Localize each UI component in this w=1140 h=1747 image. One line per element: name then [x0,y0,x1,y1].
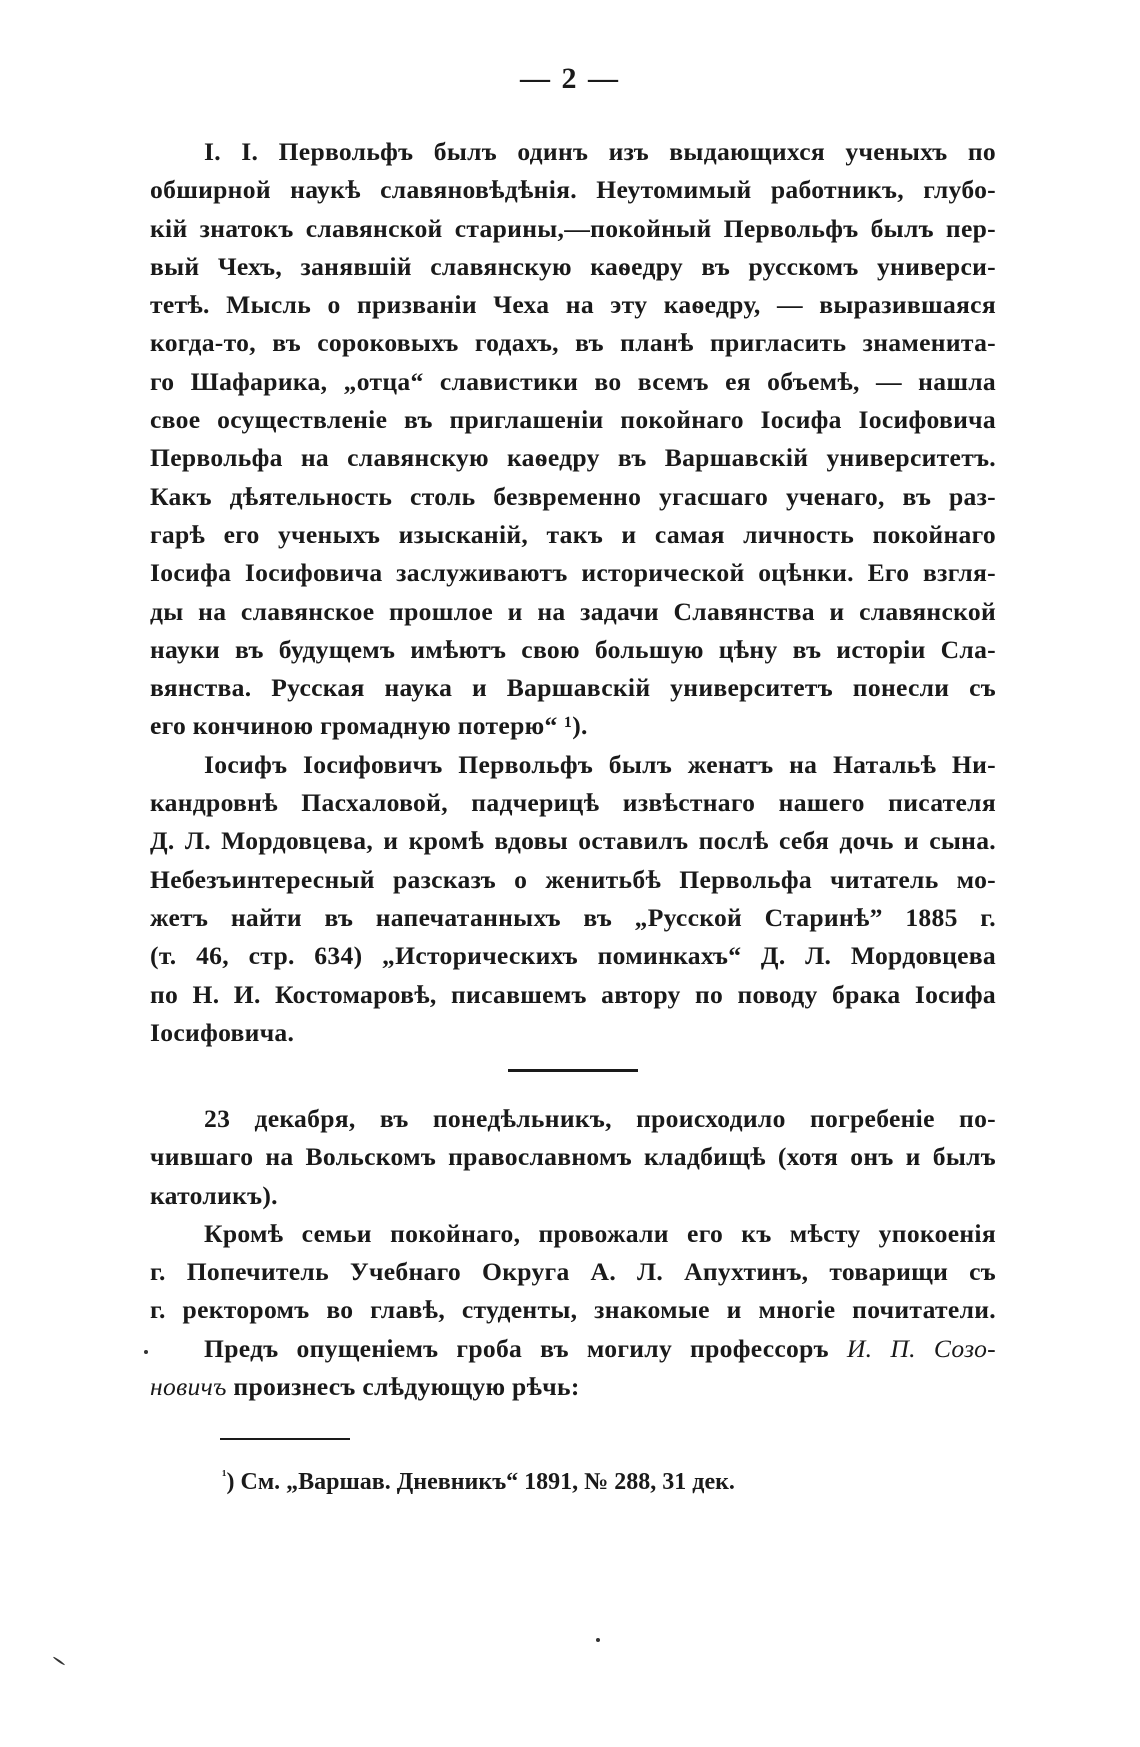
text-line: кандровнѣ Пасхаловой, падчерицѣ извѣстнаго нашего писателя [150,788,996,818]
text-line: ды на славянское прошлое и на задачи Славянства и славянской [150,596,996,626]
scan-speck [144,1350,148,1354]
text-line: Какъ дѣятельность столь безвременно угасшаго ученаго, въ раз- [150,481,996,511]
footnote-marker: ¹ [222,1468,227,1484]
text-line: его кончиною громадную потерю“ ¹). [150,711,588,741]
paragraph-1 [150,133,996,1052]
footnote-text: ) См. „Варшав. Дневникъ“ 1891, № 288, 31 дек. [226,1469,735,1495]
text-line: Д. Л. Мордовцева, и кромѣ вдовы оставилъ послѣ себя дочь и сына. [150,826,996,856]
text-line: г. Попечитель Учебнаго Округа А. Л. Апухтинъ, товарищи съ [150,1257,996,1287]
text-line: чившаго на Вольскомъ православномъ кладбищѣ (хотя онъ и былъ [150,1142,996,1172]
text-line: гарѣ его ученыхъ изысканій, такъ и самая личность покойнаго [150,519,996,549]
footnote-rule [220,1438,350,1440]
text-line: 23 декабря, въ понедѣльникъ, происходило погребеніе по- [204,1104,996,1133]
speech-intro-text: Предъ опущеніемъ гроба въ могилу профессоръ [204,1333,829,1363]
speaker-name: И. П. Созо- [846,1333,996,1363]
scan-speck [53,1656,66,1666]
section-divider [508,1069,638,1072]
text-line: вянства. Русская наука и Варшавскій университетъ понесли съ [150,673,996,703]
text-line: г. ректоромъ во главѣ, студенты, знакомые и многіе почитатели. [150,1295,996,1325]
text-line: Кромѣ семьи покойнаго, провожали его къ мѣсту упокоенія [204,1218,996,1248]
text-line: го Шафарика, „отца“ славистики во всемъ ея объемѣ, — нашла [150,366,996,396]
text-line: Іосифовича. [150,1017,295,1047]
text-line: когда-то, въ сороковыхъ годахъ, въ планѣ пригласить знаменита- [150,328,996,358]
text-line: по Н. И. Костомаровѣ, писавшемъ автору по поводу брака Іосифа [150,979,996,1009]
text-line: обширной наукѣ славяновѣдѣнія. Неутомимый работникъ, глубо- [150,175,996,205]
text-line: кій знатокъ славянской старины,—покойный Первольфъ былъ пер- [150,213,996,243]
page-number: — 2 — [520,62,620,95]
text-line: жетъ найти въ напечатанныхъ въ „Русской Старинѣ” 1885 г. [150,902,996,932]
text-line: науки въ будущемъ имѣютъ свою большую цѣну въ исторіи Сла- [150,634,996,664]
text-line: I. I. Первольфъ былъ одинъ изъ выдающихся ученыхъ по [204,137,996,166]
text-line [150,1368,996,1406]
text-line: вый Чехъ, занявшій славянскую каѳедру въ русскомъ универси- [150,251,996,281]
paragraph-2 [150,1100,996,1406]
speaker-name-end: новичъ [150,1372,227,1402]
text-line: (т. 46, стр. 634) „Историческихъ поминкахъ“ Д. Л. Мордовцева [150,941,996,971]
text-line: Іосифа Іосифовича заслуживаютъ исторической оцѣнки. Его взгля- [150,558,996,588]
text-line: католикъ). [150,1180,278,1210]
text-line [150,1330,996,1368]
scan-speck [596,1638,600,1642]
footnote [222,1468,735,1496]
text-line: тетѣ. Мысль о призваніи Чеха на эту каѳедру, — выразившаяся [150,290,996,320]
text-line: Небезъинтересный разсказъ о женитьбѣ Первольфа читатель мо- [150,864,996,894]
text-line: Іосифъ Іосифовичъ Первольфъ былъ женатъ на Натальѣ Ни- [204,749,996,779]
text-line: свое осуществленіе въ приглашеніи покойнаго Іосифа Іосифовича [150,405,996,435]
text-line: Первольфа на славянскую каѳедру въ Варшавскій университетъ. [150,443,996,473]
speech-intro-text-end: произнесъ слѣдующую рѣчь: [233,1372,580,1402]
